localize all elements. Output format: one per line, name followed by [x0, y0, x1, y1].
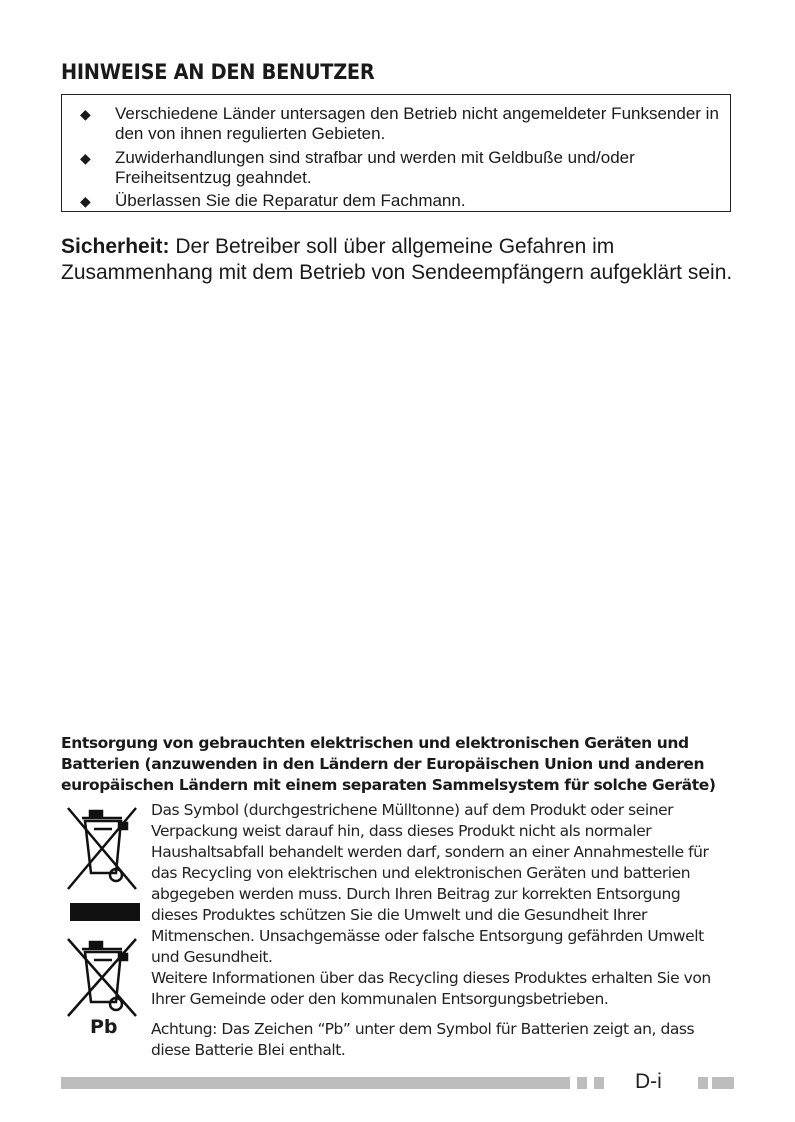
- safety-label: Sicherheit:: [61, 235, 170, 258]
- footer-rule-block: [594, 1077, 604, 1089]
- notice-box: [61, 94, 731, 212]
- diamond-bullet-icon: ◆: [80, 106, 91, 122]
- footer-rule-end: [712, 1077, 734, 1089]
- diamond-bullet-icon: ◆: [80, 193, 91, 209]
- disposal-body: [151, 800, 731, 1061]
- crossed-out-bin-icon: [64, 803, 144, 893]
- diamond-bullet-icon: ◆: [80, 150, 91, 166]
- page-heading: HINWEISE AN DEN BENUTZER: [61, 60, 375, 84]
- solid-bar-marker: [70, 903, 140, 921]
- safety-paragraph: [61, 234, 761, 286]
- crossed-out-battery-bin-icon: [64, 934, 144, 1020]
- footer-rule: [61, 1077, 570, 1089]
- notice-text: Zuwiderhandlungen sind strafbar und werden mit Geldbuße und/oder Freiheitsentzug geahndet.: [115, 148, 635, 187]
- footer-rule-block: [698, 1077, 708, 1089]
- page-number: D-i: [635, 1070, 662, 1093]
- notice-text: Überlassen Sie die Reparatur dem Fachmann.: [115, 191, 466, 210]
- disposal-title: Entsorgung von gebrauchten elektrischen und elektronischen Geräten und Batterien (anzuwenden in den Ländern der Europäischen Union und anderen europäischen Ländern mit einem separaten Sammelsystem für solche Geräte): [61, 734, 716, 794]
- notice-text: Verschiedene Länder untersagen den Betrieb nicht angemeldeter Funksender in den von ihnen regulierten Gebieten.: [115, 104, 719, 143]
- footer-rule-block: [577, 1077, 587, 1089]
- disposal-paragraph: Das Symbol (durchgestrichene Mülltonne) auf dem Produkt oder seiner Verpackung weist darauf hin, dass dieses Produkt nicht als normaler Haushaltsabfall behandelt werden darf, sondern an einer Annahmestelle für das Recycling von elektrischen und elektronischen Geräten und batterien abgegeben werden muss. Durch Ihren Beitrag zur korrekten Entsorgung dieses Produktes schützen Sie die Umwelt und die Gesundheit Ihrer Mitmenschen. Unsachgemässe oder falsche Entsorgung gefährden Umwelt und Gesundheit.: [151, 801, 709, 966]
- lead-warning: Achtung: Das Zeichen “Pb” unter dem Symbol für Batterien zeigt an, dass diese Batterie Blei enthalt.: [151, 1020, 695, 1059]
- disposal-paragraph: Weitere Informationen über das Recycling dieses Produktes erhalten Sie von Ihrer Gemeinde oder den kommunalen Entsorgungsbetrieben.: [151, 969, 711, 1008]
- pb-label: Pb: [90, 1016, 118, 1038]
- safety-text: Der Betreiber soll über allgemeine Gefahren im Zusammenhang mit dem Betrieb von Sendeempfängern aufgeklärt sein.: [61, 235, 733, 284]
